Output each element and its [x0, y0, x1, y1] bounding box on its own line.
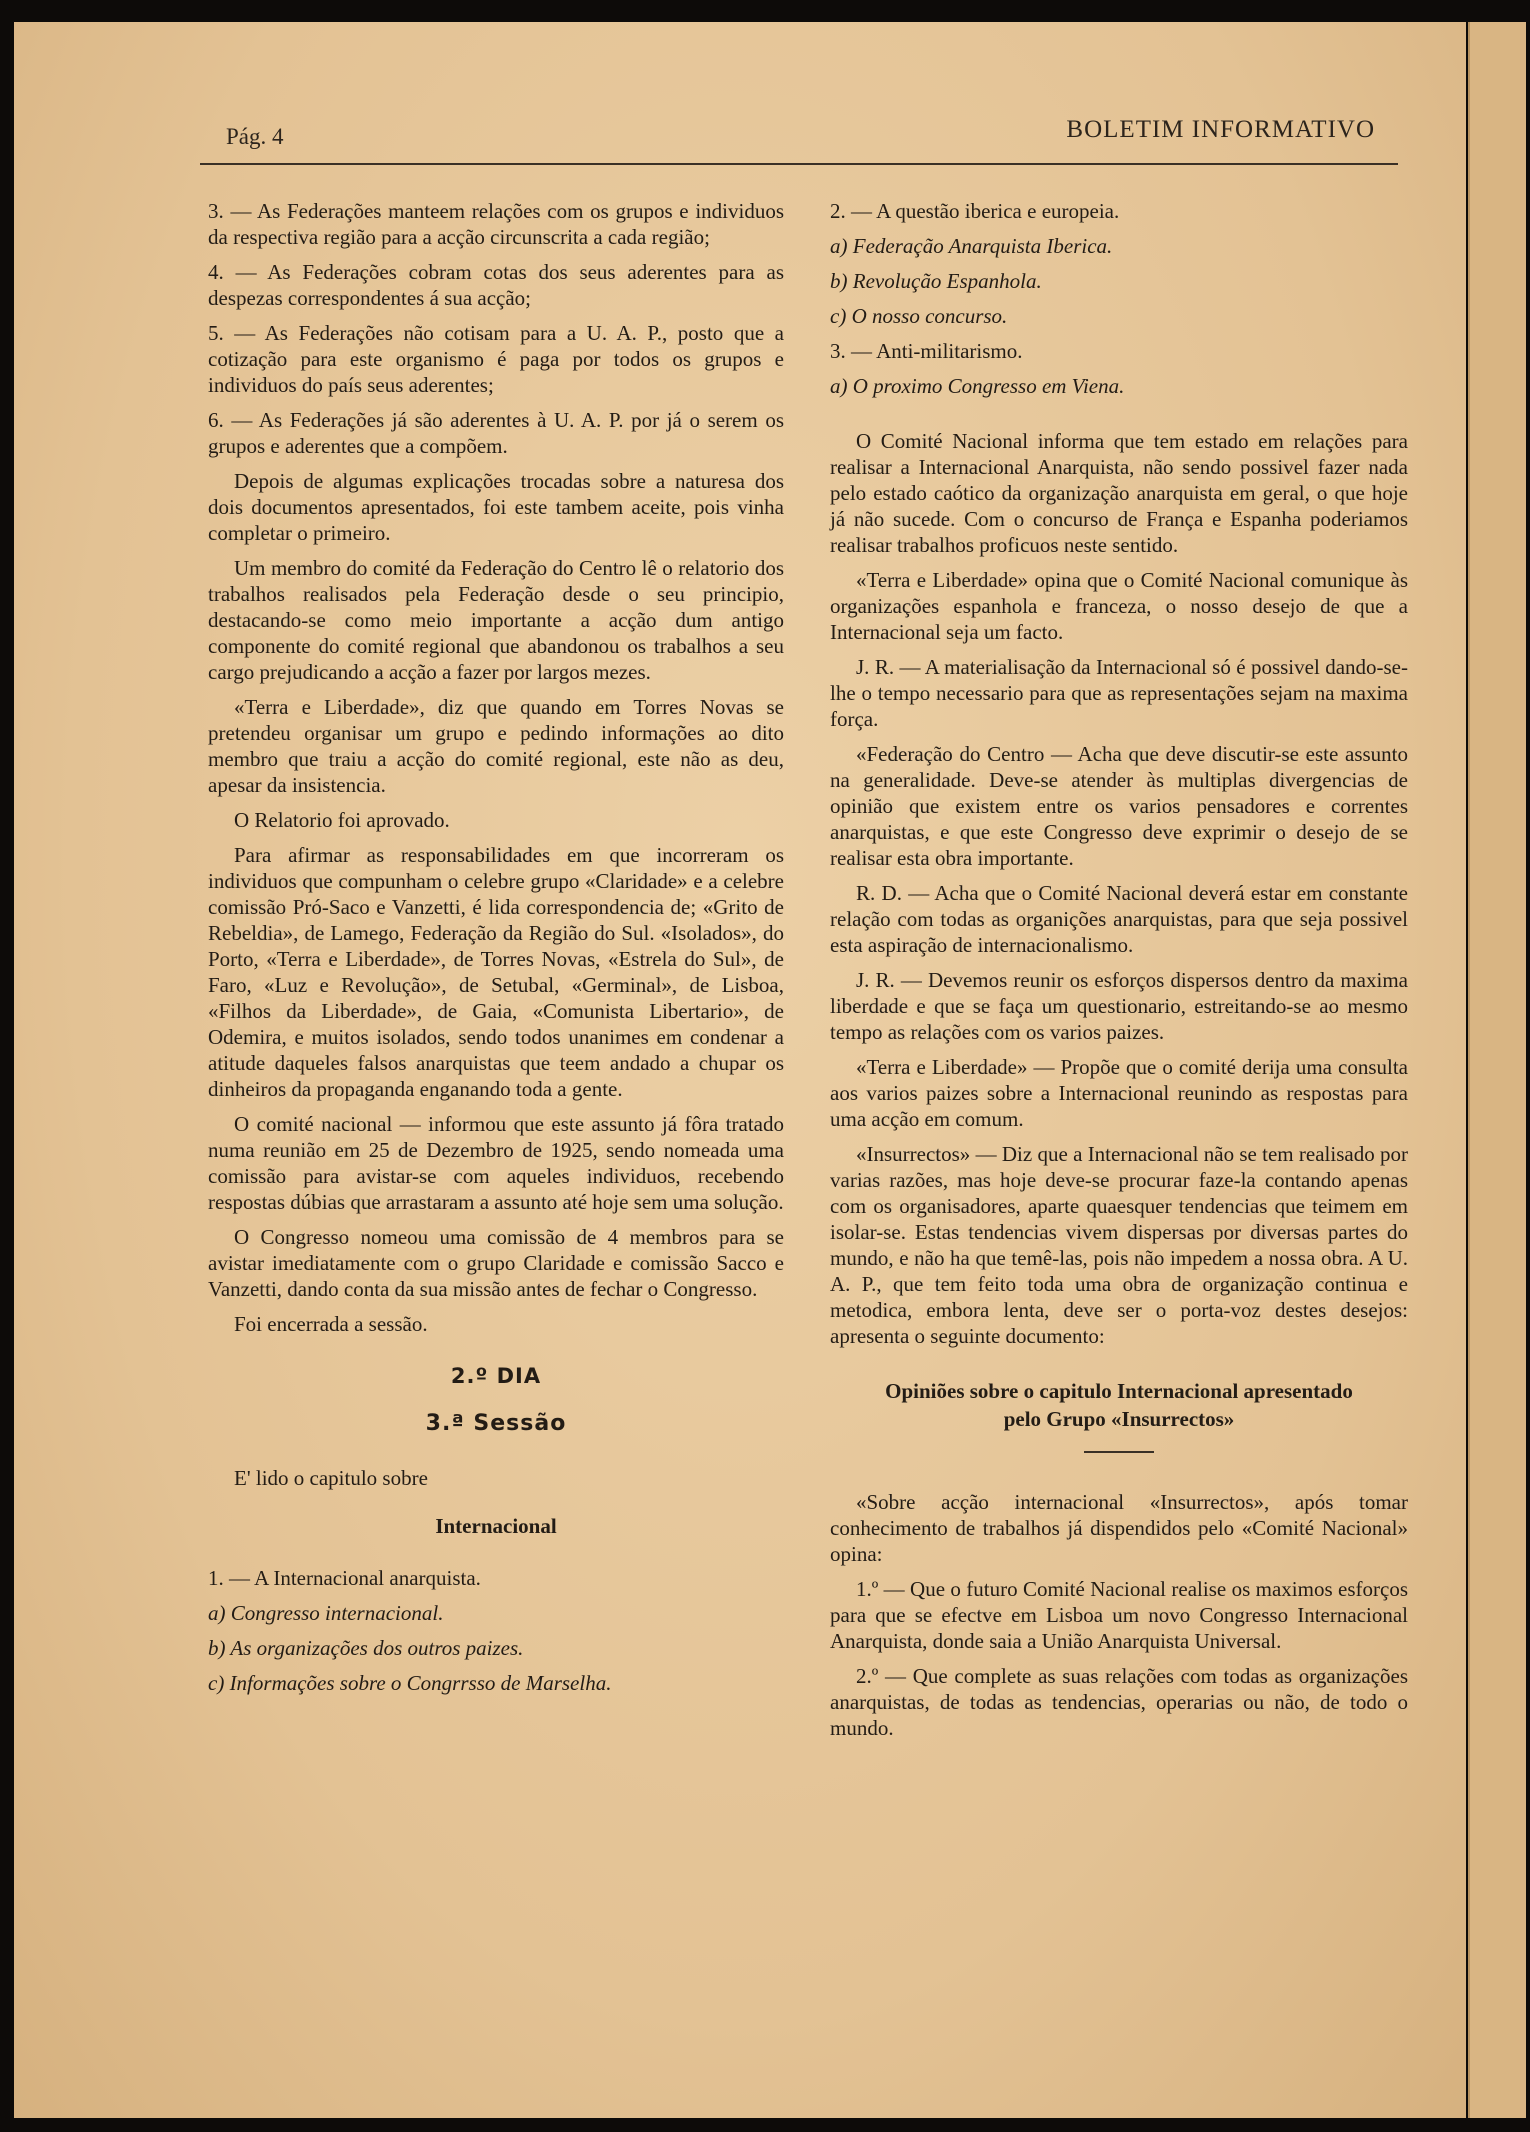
paragraph: «Terra e Liberdade» opina que o Comité Nacional comunique às organizações espanhola e franceza, o nosso desejo de que a Internacional seja um facto.	[830, 568, 1408, 644]
paragraph: «Terra e Liberdade», diz que quando em Torres Novas se pretendeu organisar um grupo e pedindo informações ao dito membro que traiu a acção do comité regional, este não as deu, apesar da insistencia.	[208, 695, 784, 797]
paragraph: O comité nacional — informou que este assunto já fôra tratado numa reunião em 25 de Dezembro de 1925, sendo nomeada uma comissão para avistar-se com aqueles individuos, recebendo respostas dúbias que arrastaram a assunto até hoje sem uma solução.	[208, 1112, 784, 1214]
list-item: b) Revolução Espanhola.	[830, 269, 1042, 293]
paragraph: O Relatorio foi aprovado.	[234, 808, 450, 832]
list-item: c) Informações sobre o Congrrsso de Marselha.	[208, 1671, 612, 1695]
paragraph: 3. — As Federações manteem relações com os grupos e individuos da respectiva região para a acção circunscrita a cada região;	[208, 199, 784, 249]
opinion-heading-line1: Opiniões sobre o capitulo Internacional apresentado	[885, 1379, 1353, 1403]
paragraph: «Terra e Liberdade» — Propõe que o comité derija uma consulta aos varios paizes sobre a Internacional reunindo as respostas para uma acção em comum.	[830, 1055, 1408, 1131]
session-heading: 3.ª Sessão	[425, 1411, 567, 1436]
list-item: a) Congresso internacional.	[208, 1601, 444, 1625]
opinion-heading-line2: pelo Grupo «Insurrectos»	[1003, 1407, 1235, 1431]
paragraph: E' lido o capitulo sobre	[234, 1466, 428, 1490]
paragraph: «Sobre acção internacional «Insurrectos», após tomar conhecimento de trabalhos já dispendidos pelo «Comité Nacional» opina:	[830, 1490, 1408, 1566]
paragraph: «Insurrectos» — Diz que a Internacional não se tem realisado por varias razões, mas hoje deve-se procurar faze-la contando apenas com os organisadores, aparte quaesquer tendencias que teimem em isolar-se. Estas tendencias vivem dispersas por diversas partes do mundo, e não ha que temê-las, pois não impedem a nossa obra. A U. A. P., que tem feito toda uma obra de organização continua e metodica, embora lenta, deve ser o porta-voz destes desejos: apresenta o seguinte documento:	[830, 1142, 1408, 1348]
day-heading: 2.º DIA	[450, 1364, 542, 1388]
right-column	[830, 198, 1408, 1750]
list-item: c) O nosso concurso.	[830, 304, 1008, 328]
paragraph: J. R. — A materialisação da Internacional só é possivel dando-se-lhe o tempo necessario para que as representações sejam na maxima força.	[830, 655, 1408, 731]
page-header	[190, 110, 1385, 156]
section-divider	[1084, 1451, 1154, 1453]
paragraph: 1.º — Que o futuro Comité Nacional realise os maximos esforços para que se efectve em Lisboa um novo Congresso Internacional Anarquista, donde saia a União Anarquista Universal.	[830, 1577, 1408, 1653]
list-item: b) As organizações dos outros paizes.	[208, 1636, 524, 1660]
paragraph: J. R. — Devemos reunir os esforços dispersos dentro da maxima liberdade e que se faça um questionario, estreitando-se ao mesmo tempo as relações com os varios paizes.	[830, 968, 1408, 1044]
masthead-title: BOLETIM INFORMATIVO	[1066, 116, 1375, 143]
page-number: Pág. 4	[226, 124, 284, 149]
left-column	[208, 198, 784, 1705]
paragraph: Um membro do comité da Federação do Centro lê o relatorio dos trabalhos realisados pela Federação desde o seu principio, destacando-se como meio importante a acção dum antigo componente do comité regional que abandonou os trabalhos a seu cargo prejudicando a acção a fazer por largos mezes.	[208, 556, 784, 684]
paragraph: 6. — As Federações já são aderentes à U. A. P. por já o serem os grupos e aderentes que a compõem.	[208, 408, 784, 458]
paragraph: 4. — As Federações cobram cotas dos seus aderentes para as despezas correspondentes á sua acção;	[208, 260, 784, 310]
paragraph: Foi encerrada a sessão.	[234, 1312, 428, 1336]
next-page-edge	[1468, 22, 1526, 2118]
header-rule	[200, 163, 1398, 165]
paragraph: 5. — As Federações não cotisam para a U. A. P., posto que a cotização para este organismo é paga por todos os grupos e individuos do país seus aderentes;	[208, 321, 784, 397]
paragraph: O Comité Nacional informa que tem estado em relações para realisar a Internacional Anarquista, não sendo possivel fazer nada pelo estado caótico da organização anarquista em geral, o que hoje já não sucede. Com o concurso de França e Espanha poderiamos realisar trabalhos proficuos neste sentido.	[830, 429, 1408, 557]
paragraph: Para afirmar as responsabilidades em que incorreram os individuos que compunham o celebre grupo «Claridade» e a celebre comissão Pró-Saco e Vanzetti, é lida correspondencia de; «Grito de Rebeldia», de Lamego, Federação da Região do Sul. «Isolados», do Porto, «Terra e Liberdade», de Torres Novas, «Estrela do Sul», de Faro, «Luz e Revolução», de Setubal, «Germinal», de Lisboa, «Filhos da Liberdade», de Gaia, «Comunista Libertario», de Odemira, e muitos isolados, sendo todos unanimes em condenar a atitude daqueles falsos anarquistas que teem andado a chupar os dinheiros da propaganda enganando toda a gente.	[208, 843, 784, 1101]
list-item: a) O proximo Congresso em Viena.	[830, 374, 1125, 398]
paragraph: O Congresso nomeou uma comissão de 4 membros para se avistar imediatamente com o grupo Claridade e comissão Sacco e Vanzetti, dando conta da sua missão antes de fechar o Congresso.	[208, 1225, 784, 1301]
opinion-heading	[830, 1377, 1408, 1433]
paragraph: 2.º — Que complete as suas relações com todas as organizações anarquistas, de todas as tendencias, operarias ou não, de todo o mundo.	[830, 1664, 1408, 1740]
list-item: 1. — A Internacional anarquista.	[208, 1566, 481, 1590]
list-item: 3. — Anti-militarismo.	[830, 339, 1023, 363]
paragraph: «Federação do Centro — Acha que deve discutir-se este assunto na generalidade. Deve-se atender às multiplas divergencias de opinião que existem entre os varios pensadores e correntes anarquistas, e que este Congresso deve exprimir o desejo de se realisar esta obra importante.	[830, 742, 1408, 870]
list-item: 2. — A questão iberica e europeia.	[830, 199, 1120, 223]
paragraph: R. D. — Acha que o Comité Nacional deverá estar em constante relação com todas as organições anarquistas, para que seja possivel esta aspiração de internacionalismo.	[830, 881, 1408, 957]
list-item: a) Federação Anarquista Iberica.	[830, 234, 1113, 258]
paragraph: Depois de algumas explicações trocadas sobre a naturesa dos dois documentos apresentados, foi este tambem aceite, pois vinha completar o primeiro.	[208, 469, 784, 545]
chapter-title: Internacional	[435, 1514, 557, 1538]
